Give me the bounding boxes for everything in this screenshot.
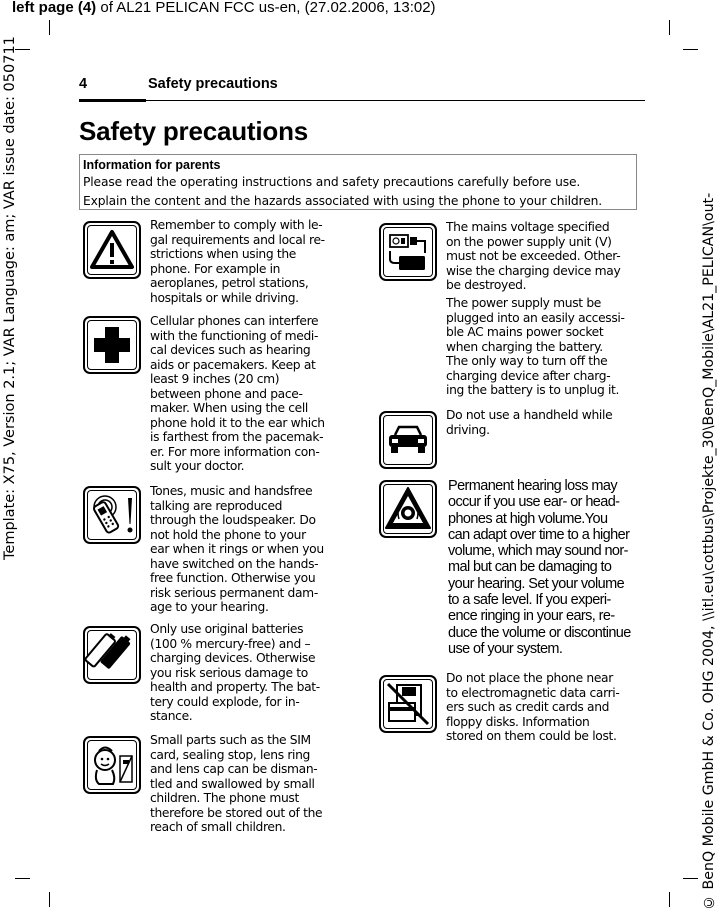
text-line: floppy disks. Information xyxy=(446,714,590,729)
text-line: Cellular phones can interfere xyxy=(150,314,319,328)
info-box-line: Explain the content and the hazards associated with using the phone to your children. xyxy=(83,194,603,208)
text-line: Only use original batteries xyxy=(150,622,304,636)
text-line: (100 % mercury-free) and – xyxy=(150,636,311,651)
text-line: gal requirements and local re- xyxy=(150,232,325,247)
text-line: occur if you use ear- or head- xyxy=(448,494,620,511)
crop-mark xyxy=(15,878,30,879)
crop-mark xyxy=(49,892,50,907)
child-small-parts-icon xyxy=(83,736,141,794)
text-line: phones at high volume.You xyxy=(448,510,608,527)
no-magnetic-media-icon xyxy=(379,675,437,733)
safety-text-mains-voltage xyxy=(446,220,638,293)
text-line: health and property. The bat- xyxy=(150,680,320,694)
page-title: Safety precautions xyxy=(79,116,309,146)
batteries-icon xyxy=(83,626,141,684)
power-supply-icon xyxy=(379,223,437,281)
text-line: you risk serious damage to xyxy=(150,665,308,680)
template-info: Template: X75, Version 2.1; VAR Language: am; VAR issue date: 050711 xyxy=(2,36,18,560)
text-line: least 9 inches (20 cm) xyxy=(150,372,280,386)
safety-text-loudspeaker xyxy=(150,484,342,615)
text-line: not hold the phone to your xyxy=(150,527,306,542)
text-line: The power supply must be xyxy=(446,296,601,310)
info-box-line: Please read the operating instructions and safety precautions carefully before use. xyxy=(83,175,581,189)
crop-mark xyxy=(683,878,698,879)
safety-text-driving xyxy=(446,408,638,437)
car-icon xyxy=(379,411,437,469)
text-line: Permanent hearing loss may xyxy=(448,478,617,494)
text-line: charging devices. Otherwise xyxy=(150,651,316,665)
copyright-path: © BenQ Mobile GmbH & Co. OHG 2004, \\itl.eu\cottbus\Projekte_30\BenQ_Mobile\AL21_PELICAN\out- xyxy=(701,192,717,910)
hearing-warning-icon xyxy=(379,480,437,538)
text-line: your hearing. Set your volume xyxy=(448,575,625,592)
text-line: have switched on the hands- xyxy=(150,556,319,571)
text-line: Do not use a handheld while xyxy=(446,408,613,422)
text-line: hospitals or while driving. xyxy=(150,290,299,305)
parents-info-box xyxy=(79,154,637,210)
text-line: to electromagnetic data carri- xyxy=(446,685,620,700)
text-line: reach of small children. xyxy=(150,820,286,834)
text-line: mal but can be damaging to xyxy=(448,559,612,576)
safety-text-hearing-loss xyxy=(448,478,638,657)
text-line: driving. xyxy=(446,422,490,437)
text-line: free function. Otherwise you xyxy=(150,571,316,585)
crop-mark xyxy=(669,20,670,35)
text-line: Tones, music and handsfree xyxy=(150,484,313,498)
text-line: with the functioning of medi- xyxy=(150,328,319,343)
text-line: use of your system. xyxy=(448,640,563,657)
safety-text-legal xyxy=(150,218,342,305)
text-line: tled and swallowed by small xyxy=(150,776,315,791)
header-rule-accent xyxy=(79,99,146,102)
text-line: Do not place the phone near xyxy=(446,671,613,685)
print-header-file: of AL21 PELICAN FCC us-en, (27.02.2006, 13:02) xyxy=(96,0,436,16)
text-line: plugged into an easily accessi- xyxy=(446,310,625,325)
text-line: aeroplanes, petrol stations, xyxy=(150,276,309,290)
text-line: tery could explode, for in- xyxy=(150,694,300,709)
text-line: risk serious permanent dam- xyxy=(150,585,318,600)
loud-phone-icon xyxy=(83,486,141,544)
text-line: sult your doctor. xyxy=(150,459,245,473)
page-number: 4 xyxy=(79,76,88,92)
text-line: stored on them could be lost. xyxy=(446,729,617,743)
text-line: must not be exceeded. Other- xyxy=(446,249,621,263)
safety-text-power-socket xyxy=(446,296,638,398)
text-line: cal devices such as hearing xyxy=(150,343,311,357)
text-line: wise the charging device may xyxy=(446,263,621,278)
print-header-page: left page (4) xyxy=(12,0,97,16)
text-line: duce the volume or discontinue xyxy=(448,624,631,641)
text-line: charging device after charg- xyxy=(446,368,611,383)
crop-mark xyxy=(669,892,670,907)
text-line: can adapt over time to a higher xyxy=(448,526,630,543)
text-line: and lens cap can be disman- xyxy=(150,762,318,776)
text-line: children. The phone must xyxy=(150,791,299,805)
running-header: Safety precautions xyxy=(148,76,278,92)
safety-text-data-carriers xyxy=(446,671,638,744)
text-line: phone. For example in xyxy=(150,261,281,276)
safety-text-batteries xyxy=(150,622,342,724)
crop-mark xyxy=(683,49,698,50)
text-line: The mains voltage specified xyxy=(446,220,610,234)
text-line: Small parts such as the SIM xyxy=(150,733,311,747)
text-line: on the power supply unit (V) xyxy=(446,234,612,249)
text-line: is farthest from the pacemak- xyxy=(150,430,324,444)
warning-triangle-icon xyxy=(83,221,141,279)
text-line: phone hold it to the ear which xyxy=(150,415,325,430)
medical-cross-icon xyxy=(83,316,141,374)
text-line: aids or pacemakers. Keep at xyxy=(150,357,316,372)
text-line: card, sealing stop, lens ring xyxy=(150,747,310,762)
text-line: volume, which may sound nor- xyxy=(448,543,628,560)
text-line: between phone and pace- xyxy=(150,386,303,401)
text-line: through the loudspeaker. Do xyxy=(150,513,316,527)
text-line: The only way to turn off the xyxy=(446,354,608,368)
info-box-title: Information for parents xyxy=(83,158,221,172)
text-line: when charging the battery. xyxy=(446,339,603,354)
text-line: er. For more information con- xyxy=(150,444,320,459)
print-header xyxy=(12,0,436,16)
text-line: ear when it rings or when you xyxy=(150,542,324,556)
text-line: ing the battery is to unplug it. xyxy=(446,383,620,397)
text-line: maker. When using the cell xyxy=(150,401,309,415)
text-line: stance. xyxy=(150,709,193,723)
text-line: ers such as credit cards and xyxy=(446,700,610,714)
text-line: ble AC mains power socket xyxy=(446,325,604,339)
text-line: be destroyed. xyxy=(446,278,527,292)
text-line: therefore be stored out of the xyxy=(150,805,323,820)
text-line: strictions when using the xyxy=(150,247,297,261)
safety-text-small-parts xyxy=(150,733,342,835)
safety-text-medical xyxy=(150,314,342,474)
crop-mark xyxy=(49,20,50,35)
header-rule xyxy=(79,100,645,101)
text-line: age to your hearing. xyxy=(150,600,269,614)
text-line: Remember to comply with le- xyxy=(150,218,323,232)
text-line: ence ringing in your ears, re- xyxy=(448,608,615,625)
text-line: to a safe level. If you experi- xyxy=(448,592,611,609)
text-line: talking are reproduced xyxy=(150,498,283,513)
